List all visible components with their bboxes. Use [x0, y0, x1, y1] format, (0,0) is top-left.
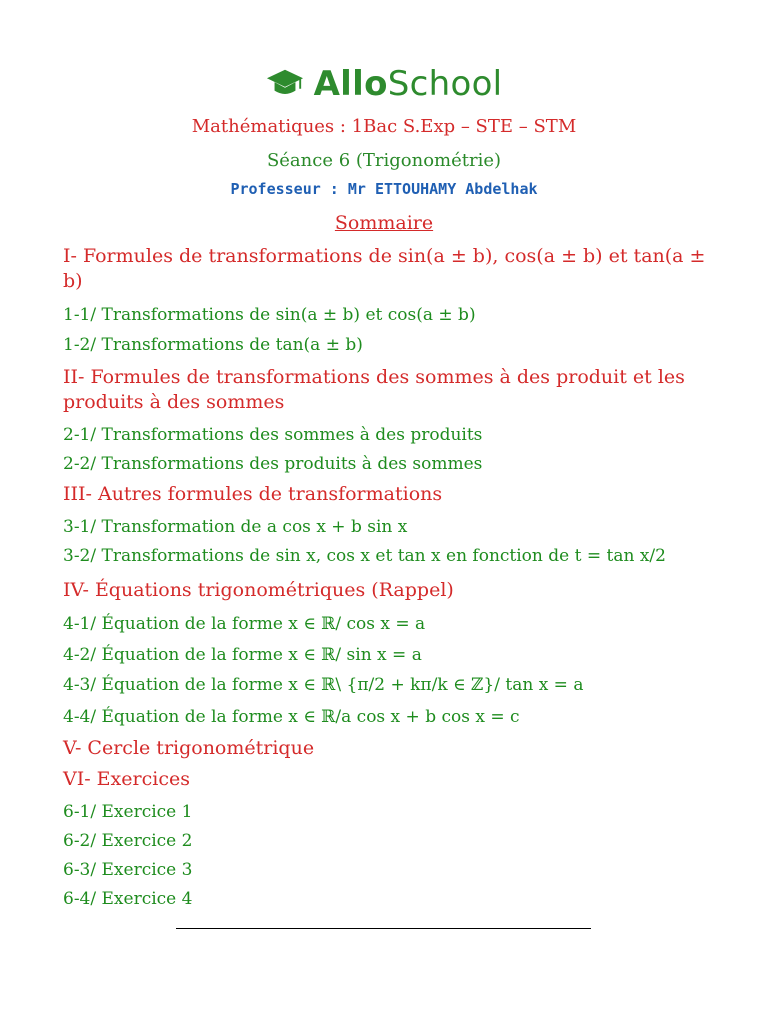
section-VI: VI- Exercices [63, 768, 190, 790]
sommaire-heading: Sommaire [334, 212, 434, 234]
professor-name: Professeur : Mr ETTOUHAMY Abdelhak [230, 180, 538, 198]
logo-text: AlloSchool [313, 64, 503, 104]
subsection-3-1: 3-1/ Transformation de a cos x + b sin x [63, 517, 408, 537]
section-V: V- Cercle trigonométrique [63, 737, 315, 759]
subsection-4-2: 4-2/ Équation de la forme x ∈ ℝ/ sin x = a [63, 645, 422, 665]
subsection-4-3: 4-3/ Équation de la forme x ∈ ℝ\ {π/2 + kπ/k ∈ ℤ}/ tan x = a [63, 675, 584, 695]
subsection-2-1: 2-1/ Transformations des sommes à des produits [63, 425, 483, 445]
subsection-6-3: 6-3/ Exercice 3 [63, 860, 193, 880]
seance-title: Séance 6 (Trigonométrie) [266, 150, 502, 171]
graduation-cap-icon [266, 67, 304, 101]
subsection-6-2: 6-2/ Exercice 2 [63, 831, 193, 851]
subsection-1-1: 1-1/ Transformations de sin(a ± b) et cos(a ± b) [63, 305, 476, 325]
subsection-1-2: 1-2/ Transformations de tan(a ± b) [63, 335, 363, 355]
section-II: II- Formules de transformations des sommes à des produit et les produits à des sommes [63, 366, 685, 413]
subsection-6-1: 6-1/ Exercice 1 [63, 802, 193, 822]
section-IV: IV- Équations trigonométriques (Rappel) [63, 579, 454, 601]
alloschool-logo [0, 64, 768, 104]
subsection-6-4: 6-4/ Exercice 4 [63, 889, 193, 909]
section-I: I- Formules de transformations de sin(a ± b), cos(a ± b) et tan(a ± b) [63, 245, 706, 292]
course-title: Mathématiques : 1Bac S.Exp – STE – STM [191, 116, 577, 137]
subsection-4-1: 4-1/ Équation de la forme x ∈ ℝ/ cos x = a [63, 614, 426, 634]
subsection-2-2: 2-2/ Transformations des produits à des sommes [63, 454, 483, 474]
subsection-3-2: 3-2/ Transformations de sin x, cos x et tan x en fonction de t = tan x/2 [63, 546, 666, 566]
section-III: III- Autres formules de transformations [63, 483, 443, 505]
separator-line [176, 928, 591, 929]
subsection-4-4: 4-4/ Équation de la forme x ∈ ℝ/a cos x + b cos x = c [63, 707, 520, 727]
